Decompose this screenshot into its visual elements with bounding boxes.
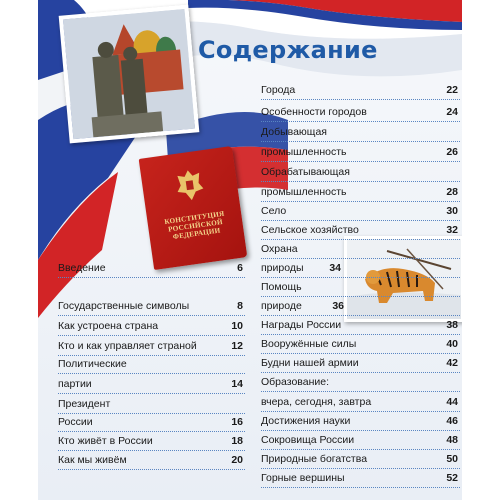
toc-entry-label: Как устроена страна bbox=[58, 320, 159, 332]
toc-entry-label: Как мы живём bbox=[58, 454, 127, 466]
toc-page-number: 52 bbox=[446, 472, 458, 484]
toc-page-number: 24 bbox=[446, 106, 458, 118]
toc-entry-label: вчера, сегодня, завтра bbox=[261, 396, 372, 408]
toc-entry-label: Президент bbox=[58, 398, 111, 410]
toc-entry-label: Село bbox=[261, 205, 287, 217]
toc-page-number: 26 bbox=[446, 146, 458, 158]
toc-page-number: 18 bbox=[231, 435, 243, 447]
monument-photo bbox=[59, 5, 200, 144]
toc-divider bbox=[261, 239, 460, 240]
toc-divider bbox=[58, 373, 245, 374]
toc-entry-label: Сельское хозяйство bbox=[261, 224, 359, 236]
toc-page-number: 10 bbox=[231, 320, 243, 332]
toc-entry-label: Горные вершины bbox=[261, 472, 345, 484]
toc-entry-label: промышленность bbox=[261, 186, 347, 198]
toc-page-number: 6 bbox=[237, 262, 243, 274]
toc-page-number: 32 bbox=[446, 224, 458, 236]
toc-page-number: 48 bbox=[446, 434, 458, 446]
toc-divider bbox=[261, 449, 460, 450]
book-page bbox=[38, 0, 462, 500]
page-title: Содержание bbox=[198, 36, 378, 64]
toc-divider bbox=[58, 277, 245, 278]
toc-page-number: 20 bbox=[231, 454, 243, 466]
toc-page-number: 34 bbox=[329, 262, 341, 274]
toc-page-number: 12 bbox=[231, 340, 243, 352]
toc-divider bbox=[261, 391, 460, 392]
toc-divider bbox=[58, 315, 245, 316]
toc-entry-label: Обрабатывающая bbox=[261, 166, 350, 178]
toc-divider bbox=[261, 201, 460, 202]
toc-divider bbox=[261, 258, 460, 259]
toc-divider bbox=[261, 161, 460, 162]
toc-entry-label: Кто и как управляет страной bbox=[58, 340, 197, 352]
toc-page-number: 22 bbox=[446, 84, 458, 96]
tiger-photo bbox=[344, 236, 462, 322]
toc-page-number: 42 bbox=[446, 357, 458, 369]
toc-entry-label: Награды России bbox=[261, 319, 342, 331]
coat-of-arms-icon bbox=[172, 164, 207, 206]
toc-divider bbox=[261, 181, 460, 182]
toc-entry-label: Введение bbox=[58, 262, 106, 274]
toc-divider bbox=[261, 411, 460, 412]
toc-page-number: 50 bbox=[446, 453, 458, 465]
toc-entry-label: России bbox=[58, 416, 93, 428]
toc-divider bbox=[58, 413, 245, 414]
toc-divider bbox=[261, 121, 460, 122]
toc-entry-label: Будни нашей армии bbox=[261, 357, 359, 369]
toc-entry-label: Города bbox=[261, 84, 296, 96]
toc-page-number: 44 bbox=[446, 396, 458, 408]
toc-divider bbox=[58, 335, 245, 336]
toc-entry-label: промышленность bbox=[261, 146, 347, 158]
toc-entry-label: Охрана bbox=[261, 243, 298, 255]
toc-divider bbox=[58, 450, 245, 451]
toc-entry-label: Образование: bbox=[261, 376, 329, 388]
toc-divider bbox=[261, 487, 460, 488]
toc-entry-label: Сокровища России bbox=[261, 434, 355, 446]
toc-entry-label: Вооружённые силы bbox=[261, 338, 357, 350]
toc-page-number: 36 bbox=[332, 300, 344, 312]
toc-divider bbox=[261, 296, 460, 297]
toc-page-number: 46 bbox=[446, 415, 458, 427]
toc-entry-label: Государственные символы bbox=[58, 300, 190, 312]
toc-divider bbox=[261, 141, 460, 142]
book-cover-title: КОНСТИТУЦИЯ РОССИЙСКОЙ ФЕДЕРАЦИИ bbox=[163, 209, 225, 242]
toc-page-number: 8 bbox=[237, 300, 243, 312]
toc-entry-label: Добывающая bbox=[261, 126, 327, 138]
toc-divider bbox=[58, 469, 245, 470]
toc-entry-label: Природные богатства bbox=[261, 453, 368, 465]
toc-page-number: 38 bbox=[446, 319, 458, 331]
toc-divider bbox=[261, 99, 460, 100]
toc-entry-label: Политические bbox=[58, 358, 127, 370]
toc-divider bbox=[261, 430, 460, 431]
toc-page-number: 14 bbox=[231, 378, 243, 390]
toc-divider bbox=[261, 220, 460, 221]
toc-divider bbox=[261, 372, 460, 373]
toc-divider bbox=[58, 431, 245, 432]
toc-entry-label: Кто живёт в России bbox=[58, 435, 153, 447]
toc-page-number: 16 bbox=[231, 416, 243, 428]
toc-page-number: 40 bbox=[446, 338, 458, 350]
toc-entry-label: партии bbox=[58, 378, 92, 390]
toc-entry-label: природе bbox=[261, 300, 302, 312]
toc-page-number: 30 bbox=[446, 205, 458, 217]
toc-entry-label: Достижения науки bbox=[261, 415, 351, 427]
toc-divider bbox=[261, 353, 460, 354]
toc-entry-label: природы bbox=[261, 262, 304, 274]
toc-entry-label: Помощь bbox=[261, 281, 302, 293]
toc-divider bbox=[261, 315, 460, 316]
toc-entry-label: Особенности городов bbox=[261, 106, 367, 118]
toc-page-number: 28 bbox=[446, 186, 458, 198]
toc-divider bbox=[261, 468, 460, 469]
toc-divider bbox=[261, 277, 460, 278]
toc-divider bbox=[58, 355, 245, 356]
constitution-book-image bbox=[139, 146, 248, 270]
toc-divider bbox=[261, 334, 460, 335]
toc-divider bbox=[58, 393, 245, 394]
